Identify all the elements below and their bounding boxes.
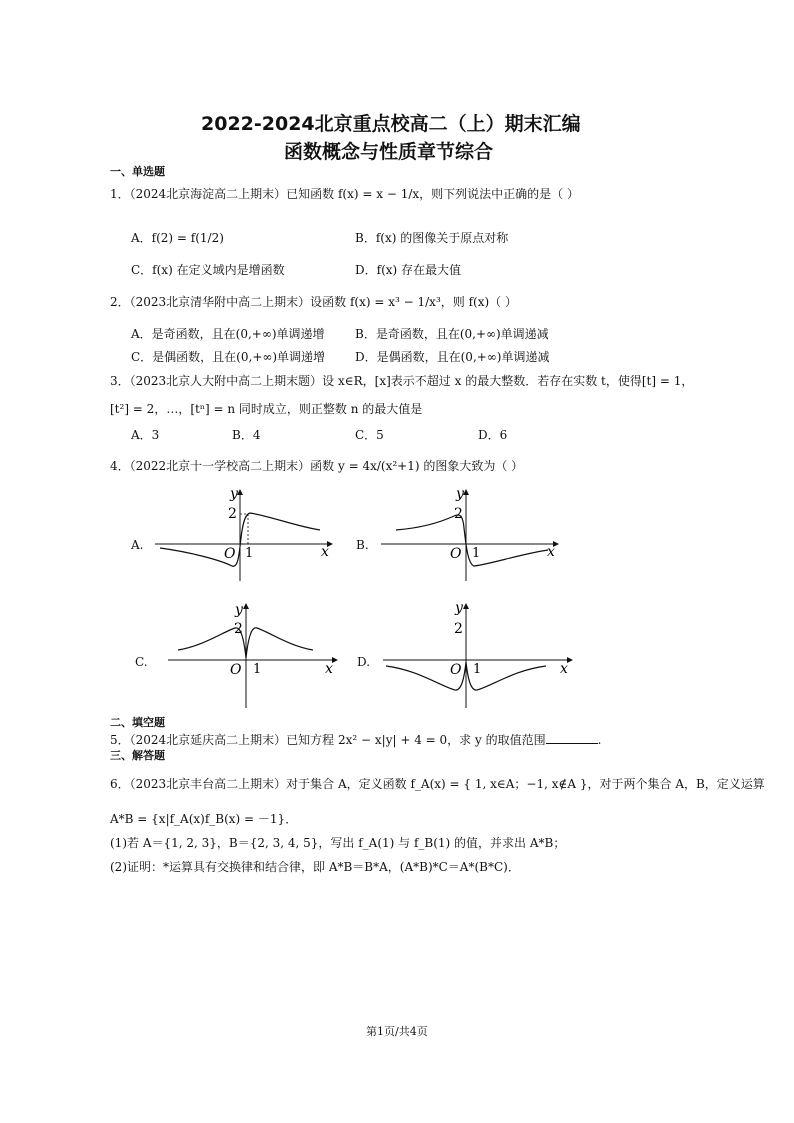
graph-option-b <box>376 486 566 582</box>
question-3-option-b: B．4 <box>232 428 261 442</box>
page-footer: 第1页/共4页 <box>366 1025 428 1038</box>
origin-label: O <box>450 662 462 678</box>
question-5-stem: 5．（2024北京延庆高二上期末）已知方程 2x² − x|y| + 4 = 0，求 y 的取值范围 <box>110 733 546 747</box>
x-axis-label: x <box>547 544 555 560</box>
y-axis-label: y <box>235 602 243 618</box>
title-line-1: 2022-2024北京重点校高二（上）期末汇编 <box>201 113 581 135</box>
graph-option-a <box>150 486 340 582</box>
question-6-part-2: (2)证明：*运算具有交换律和结合律，即 A*B＝B*A，(A*B)*C＝A*(B*C)． <box>110 860 520 874</box>
question-2-option-b: B．是奇函数，且在(0,+∞)单调递减 <box>355 327 549 341</box>
title-line-2: 函数概念与性质章节综合 <box>284 141 494 163</box>
graph-option-d <box>378 600 578 710</box>
question-1-option-a: A．f(2) = f(1/2) <box>131 231 224 245</box>
y-axis-label: y <box>456 486 464 502</box>
origin-label: O <box>230 662 242 678</box>
question-2-option-a: A．是奇函数，且在(0,+∞)单调递增 <box>131 327 325 341</box>
tick-label-1: 1 <box>473 662 482 677</box>
question-3-stem-line-1: 3．（2023北京人大附中高二上期末题）设 x∈R，[x]表示不超过 x 的最大整数．若存在实数 t，使得[t] = 1， <box>110 374 694 388</box>
tick-label-1: 1 <box>253 662 262 677</box>
origin-label: O <box>224 546 236 562</box>
question-4-option-b-label: B. <box>356 538 369 552</box>
tick-label-2: 2 <box>228 506 237 522</box>
question-6-part-1: (1)若 A＝{1, 2, 3}，B＝{2, 3, 4, 5}，写出 f_A(1) 与 f_B(1) 的值，并求出 A*B； <box>110 836 566 850</box>
x-axis-label: x <box>560 661 568 677</box>
section-heading-answer: 三、解答题 <box>110 749 165 762</box>
question-2-option-c: C．是偶函数，且在(0,+∞)单调递增 <box>131 350 326 364</box>
x-axis-label: x <box>325 661 333 677</box>
question-2-stem: 2．（2023北京清华附中高二上期末）设函数 f(x) = x³ − 1/x³，则 f(x)（ ） <box>110 295 517 309</box>
question-4-option-d-label: D. <box>357 655 371 669</box>
question-4-option-c-label: C. <box>135 655 148 669</box>
tick-label-2: 2 <box>234 621 243 637</box>
question-5 <box>110 731 601 748</box>
question-6-stem-line-1: 6．（2023北京丰台高二上期末）对于集合 A，定义函数 f_A(x) = { 1, x∈A；−1, x∉A }，对于两个集合 A，B，定义运算 <box>110 777 765 791</box>
tick-label-1: 1 <box>245 546 254 561</box>
question-1-option-b: B．f(x) 的图像关于原点对称 <box>355 231 509 245</box>
question-1-stem: 1．（2024北京海淀高二上期末）已知函数 f(x) = x − 1/x，则下列说法中正确的是（ ） <box>110 187 579 201</box>
question-5-end: . <box>597 733 602 747</box>
question-1-option-c: C．f(x) 在定义域内是增函数 <box>131 263 285 277</box>
question-6-stem-line-2: A*B = {x|f_A(x)f_B(x) = －1}． <box>110 812 298 826</box>
x-axis-label: x <box>321 544 329 560</box>
answer-blank <box>546 731 598 744</box>
y-axis-label: y <box>230 486 238 502</box>
section-heading-single-choice: 一、单选题 <box>110 165 165 178</box>
section-heading-fill-in: 二、填空题 <box>110 716 165 729</box>
graph-option-c <box>163 600 343 710</box>
question-3-stem-line-2: [t²] = 2，…，[tⁿ] = n 同时成立，则正整数 n 的最大值是 <box>110 402 423 416</box>
question-3-option-d: D．6 <box>478 428 508 442</box>
question-4-option-a-label: A. <box>131 538 144 552</box>
question-3-option-a: A．3 <box>131 428 160 442</box>
tick-label-1: 1 <box>472 546 481 561</box>
origin-label: O <box>450 546 462 562</box>
question-3-option-c: C．5 <box>355 428 384 442</box>
question-1-option-d: D．f(x) 存在最大值 <box>355 263 462 277</box>
question-2-option-d: D．是偶函数，且在(0,+∞)单调递减 <box>355 350 550 364</box>
tick-label-2: 2 <box>454 506 463 522</box>
tick-label-2: 2 <box>454 621 463 637</box>
question-4-stem: 4．（2022北京十一学校高二上期末）函数 y = 4x/(x²+1) 的图象大致为（ ） <box>110 459 524 473</box>
y-axis-label: y <box>455 600 463 616</box>
